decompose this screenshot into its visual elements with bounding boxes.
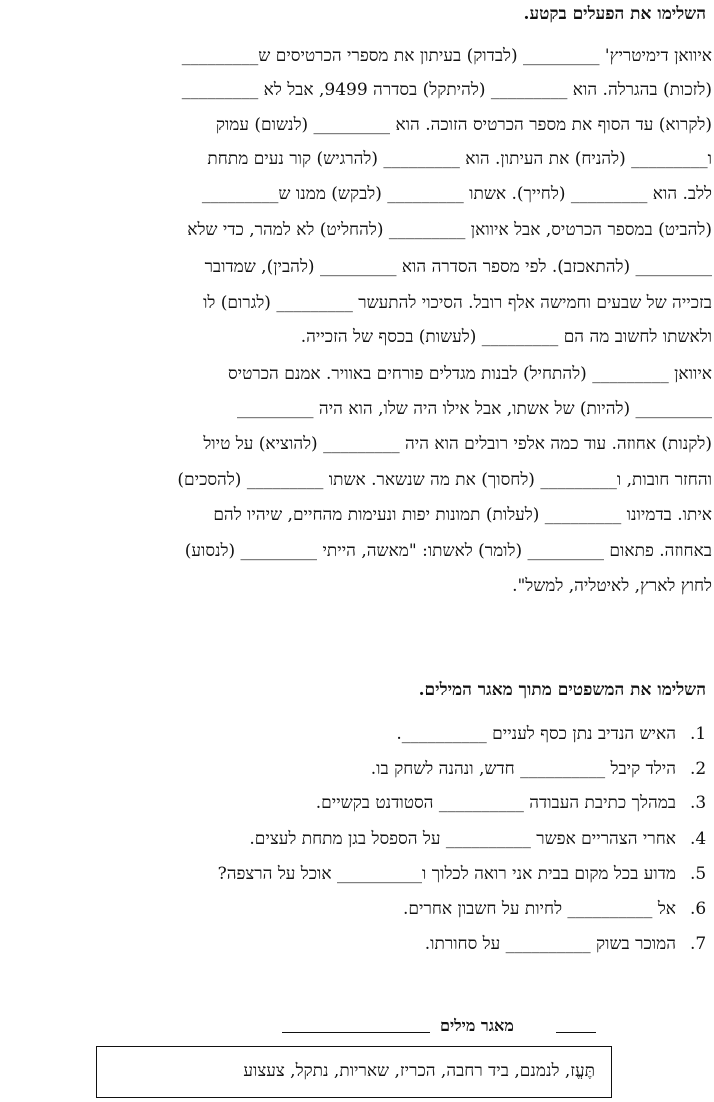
passage-line: (לזכות) בהגרלה. הוא _________ (להיתקל) בסדרה 9499, אבל לא _________ [181, 80, 712, 100]
passage-line: _________ (להתאכזב). לפי מספר הסדרה הוא _________ (להבין), שמדובר [204, 257, 712, 277]
passage-line: באחוזה. פתאום _________ (לומר) לאשתו: "מאשה, הייתי _________ (לנסוע) [184, 541, 712, 561]
passage-line: (לקרוא) עד הסוף את מספר הכרטיס הזוכה. הוא _________ (לנשום) עמוק [215, 115, 712, 135]
item-number: 1. [690, 724, 707, 744]
exercise-item [0, 757, 714, 781]
item-text: מדוע בכל מקום בבית אני רואה לכלוך ו__________ אוכל על הרצפה? [217, 864, 676, 884]
item-number: 5. [690, 864, 707, 884]
item-number: 2. [690, 759, 707, 779]
passage-line: לחוץ לארץ, לאיטליה, למשל". [512, 576, 712, 596]
passage-line: ו_________ (להניח) את העיתון. הוא _________ (להרגיש) קור נעים מתחת [207, 149, 712, 169]
section1-title: השלימו את הפעלים בקטע. [523, 4, 706, 24]
passage-line: והחזר חובות, ו_________ (לחסוך) את מה שנשאר. אשתו _________ (להסכים) [177, 470, 712, 490]
word-bank-words: תֶּעֱז, לנמנם, ביד רחבה, הכריז, שאריות, נתקל, צעצוע [243, 1061, 595, 1081]
item-text: אל __________ לחיות על חשבון אחרים. [403, 899, 676, 919]
item-text: אחרי הצהריים אפשר __________ על הספסל בגן מתחת לעצים. [249, 829, 676, 849]
item-number: 6. [690, 899, 707, 919]
exercise-item [0, 897, 714, 921]
item-number: 4. [690, 829, 707, 849]
word-bank-box [96, 1046, 612, 1098]
exercise-item [0, 862, 714, 886]
bank-rule-right [556, 1032, 596, 1033]
passage-line: ללב. הוא _________ (לחייך). אשתו _________ (לבקש) ממנו ש_________ [201, 184, 712, 204]
item-number: 7. [690, 934, 707, 954]
passage-line: ולאשתו לחשוב מה הם _________ (לעשות) בכסף של הזכייה. [300, 327, 712, 347]
bank-rule-left [282, 1032, 430, 1033]
passage-line: _________ (להיות) של אשתו, אבל אילו היה שלו, הוא היה _________ [237, 399, 712, 419]
item-text: במהלך כתיבת העבודה __________ הסטודנט בקשיים. [315, 793, 676, 813]
passage-line: (לקנות) אחוזה. עוד כמה אלפי רובלים הוא היה _________ (להוציא) על טיול [203, 434, 712, 454]
passage-line: איתו. בדמיונו _________ (לעלות) תמונות יפות ונעימות מהחיים, שיהיו להם [213, 505, 712, 525]
word-bank-label: מאגר מילים [440, 1016, 514, 1035]
exercise-item [0, 932, 714, 956]
passage-line: בזכייה של שבעים וחמישה אלף רובל. הסיכוי להתעשר _________ (לגרום) לו [203, 293, 712, 313]
exercise-item [0, 722, 714, 746]
item-text: המוכר בשוק __________ על סחורתו. [424, 934, 676, 954]
passage-line: (להביט) במספר הכרטיס, אבל איוואן _________ (להחליט) לא למהר, כדי שלא [187, 220, 712, 240]
exercise-item [0, 827, 714, 851]
section2-title: השלימו את המשפטים מתוך מאגר המילים. [418, 680, 706, 700]
passage-line: איוואן דימיטריץ' _________ (לבדוק) בעיתון את מספרי הכרטיסים ש_________ [181, 46, 712, 66]
item-text: האיש הנדיב נתן כסף לעניים __________. [396, 724, 676, 744]
item-number: 3. [690, 793, 707, 813]
passage-line: איוואן _________ (להתחיל) לבנות מגדלים פורחים באוויר. אמנם הכרטיס [227, 364, 712, 384]
item-text: הילד קיבל __________ חדש, ונהנה לשחק בו. [370, 759, 676, 779]
exercise-item [0, 791, 714, 815]
